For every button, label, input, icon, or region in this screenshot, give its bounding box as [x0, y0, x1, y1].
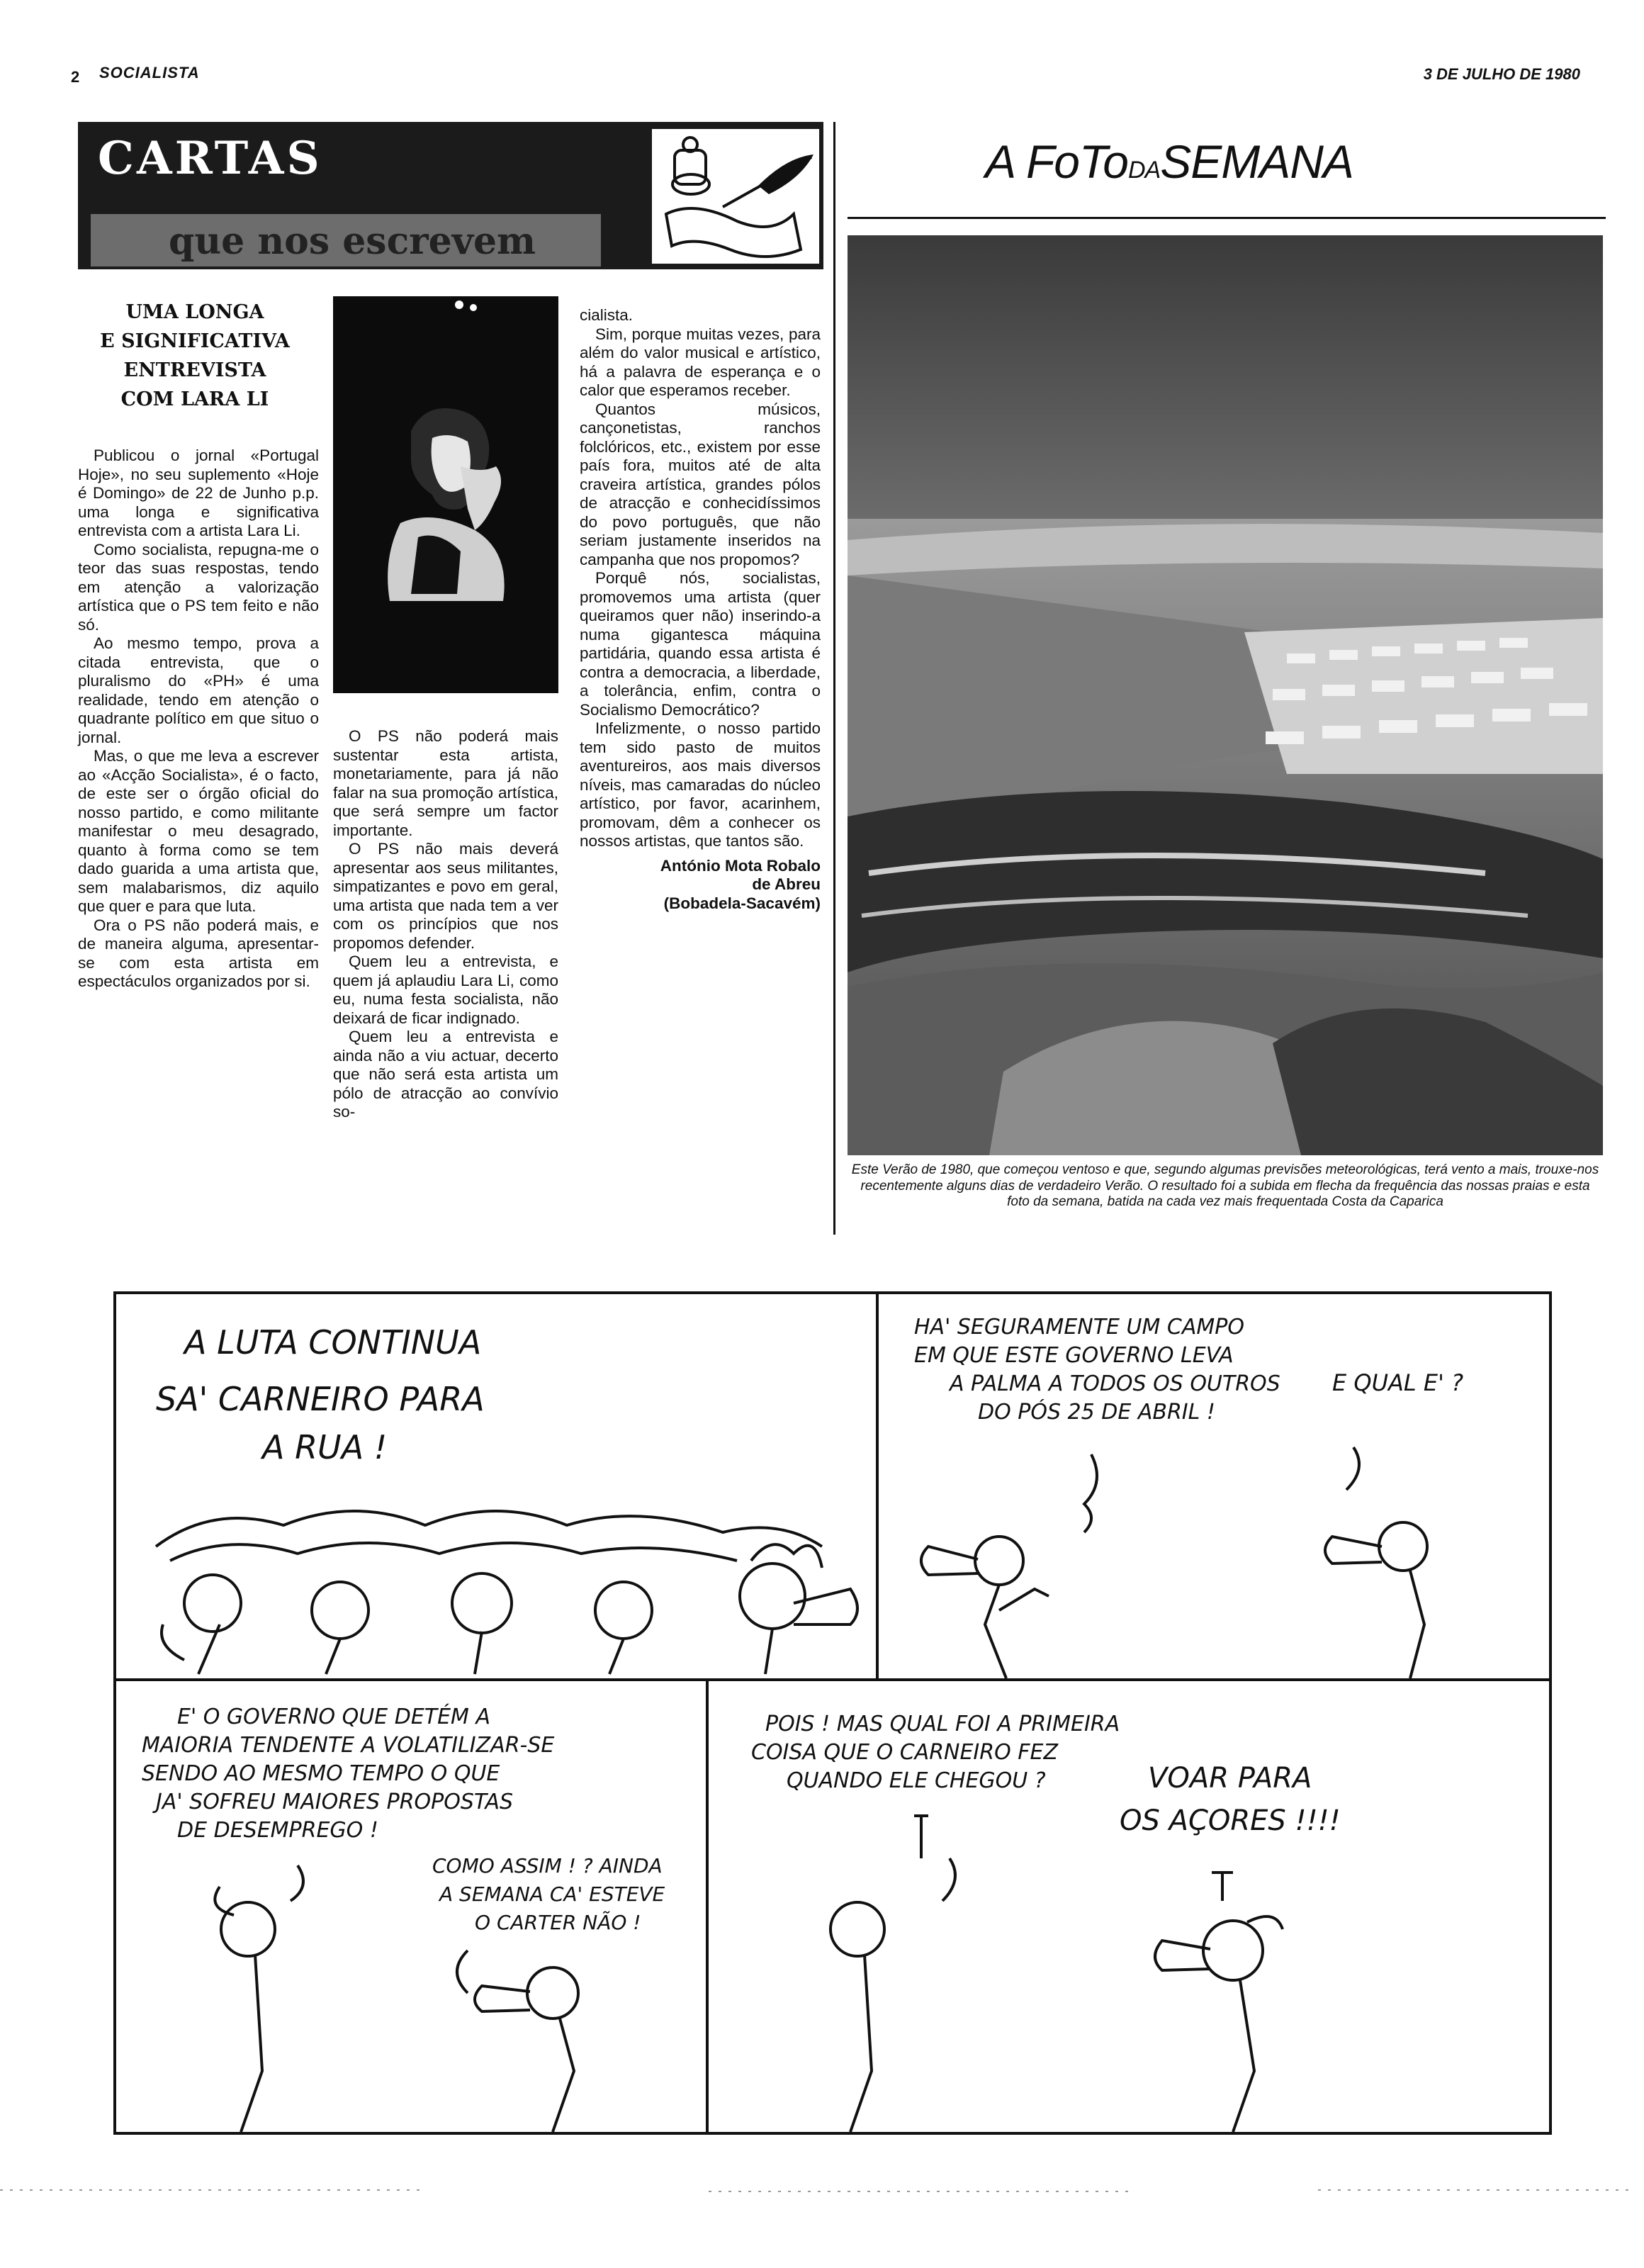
comic-panel-3-reply: O CARTER NÃO ! — [475, 1911, 641, 1934]
comic-panel-4-reply: VOAR PARA — [1148, 1762, 1312, 1795]
paragraph: Ora o PS não poderá mais, e de maneira alguma, apresentar-se com esta artista em espectáculos organizados por si. — [78, 916, 319, 990]
foto-semana-title: A FoToDASEMANA — [985, 135, 1353, 188]
comic-panel-2-line: EM QUE ESTE GOVERNO LEVA — [914, 1343, 1234, 1368]
paragraph: Publicou o jornal «Portugal Hoje», no seu suplemento «Hoje é Domingo» de 22 de Junho p.p. uma longa e significativa entrevista com a artista Lara Li. — [78, 447, 319, 539]
singer-photo — [333, 296, 558, 693]
comic-panel-4-line: QUANDO ELE CHEGOU ? — [787, 1768, 1046, 1793]
beach-photo — [848, 235, 1603, 1155]
paragraph: Infelizmente, o nosso partido tem sido pasto de muitos aventureiros, aos mais diversos níveis, mas camaradas do núcleo artístico, por favor, acarinhem, promovam, dêm a conhecer os nossos artistas, que tantos são. — [580, 719, 821, 850]
column-divider — [833, 122, 835, 1235]
foto-title-rule — [848, 217, 1606, 219]
comic-strip — [113, 1291, 1552, 2135]
paragraph: Porquê nós, socialistas, promovemos uma artista (quer queiramos quer não) inserindo-a numa gigantesca máquina partidária, quando essa artista é contra a democracia, a liberdade, a tolerância, enfim, contra o Socialismo Democrático? — [580, 569, 821, 719]
newspaper-logo: SOCIALISTA — [99, 64, 200, 82]
paragraph: Quem leu a entrevista, e quem já aplaudiu Lara Li, como eu, numa festa socialista, não deixará de ficar indignado. — [333, 953, 558, 1027]
comic-panel-2-line: HA' SEGURAMENTE UM CAMPO — [914, 1315, 1244, 1340]
page-number: 2 — [71, 68, 80, 86]
issue-date: 3 DE JULHO DE 1980 — [1423, 65, 1580, 83]
article-column-2 — [333, 727, 558, 1122]
cartas-subtitle-band — [91, 214, 601, 266]
paragraph: O PS não poderá mais sustentar esta artista, monetariamente, para já não falar na sua promoção artística, que será sempre um factor importante. — [333, 727, 558, 839]
cartas-banner — [78, 122, 823, 269]
comic-panel-1-line: A LUTA CONTINUA — [184, 1323, 482, 1362]
comic-panel-3-line: MAIORIA TENDENTE A VOLATILIZAR-SE — [142, 1733, 555, 1758]
paragraph: Como socialista, repugna-me o teor das suas respostas, tendo em atenção a valorização artística que o PS tem feito e não só. — [78, 540, 319, 634]
cartas-subtitle: que nos escrevem — [169, 220, 536, 263]
comic-panel-3-line: E' O GOVERNO QUE DETÉM A — [177, 1705, 491, 1729]
comic-panel-3-reply: A SEMANA CA' ESTEVE — [439, 1882, 665, 1906]
comic-panel-4-line: POIS ! MAS QUAL FOI A PRIMEIRA — [765, 1712, 1120, 1736]
comic-panel-3-line: DE DESEMPREGO ! — [177, 1818, 378, 1843]
scan-noise — [0, 2184, 1644, 2199]
article-column-3 — [580, 306, 821, 913]
paragraph: Ao mesmo tempo, prova a citada entrevista, que o pluralismo do «PH» é uma realidade, tendo em atenção o quadrante político em que situo o jornal. — [78, 634, 319, 746]
comic-panel-2-line: DO PÓS 25 DE ABRIL ! — [978, 1400, 1215, 1425]
paragraph: Quem leu a entrevista e ainda não a viu actuar, decerto que não será esta artista um pólo de atracção ao convívio so- — [333, 1028, 558, 1121]
paragraph: Sim, porque muitas vezes, para além do valor musical e artístico, há a palavra de esperança e o calor que esperamos receber. — [580, 325, 821, 399]
comic-panel-2-reply: E QUAL E' ? — [1332, 1369, 1464, 1396]
article-headline: UMA LONGA E SIGNIFICATIVA ENTREVISTA COM LARA LI — [100, 301, 290, 410]
comic-panel-3-line: JA' SOFREU MAIORES PROPOSTAS — [156, 1790, 514, 1814]
comic-panel-2-figures — [921, 1447, 1427, 1678]
article-column-1 — [78, 447, 319, 992]
paragraph: Quantos músicos, cançonetistas, ranchos folclóricos, etc., existem por esse país fora, muitos até de alta craveira artística, grandes pólos de atracção e conhecidíssimos do povo português, que não seriam justamente inseridos na campanha que nos propomos? — [580, 400, 821, 568]
paragraph: O PS não mais deverá apresentar aos seus militantes, simpatizantes e povo em geral, uma artista que nada tem a ver com os princípios que nos propomos defender. — [333, 840, 558, 952]
comic-panel-4-line: COISA QUE O CARNEIRO FEZ — [751, 1740, 1059, 1765]
comic-panel-2-line: A PALMA A TODOS OS OUTROS — [950, 1371, 1280, 1396]
cartas-title: CARTAS — [98, 132, 322, 185]
article-signature: António Mota Robalo de Abreu (Bobadela-Sacavém) — [660, 856, 821, 912]
inkwell-quill-icon — [652, 129, 819, 264]
photo-caption: Este Verão de 1980, que começou ventoso e que, segundo algumas previsões meteorológicas, terá vento a mais, trouxe-nos recentemente alguns dias de verdadeiro Verão. O resultado foi a subida em flecha da frequência das nossas praias e esta foto da semana, batida na cada vez mais frequentada Costa da Caparica — [851, 1162, 1599, 1209]
comic-panel-1-line: A RUA ! — [262, 1428, 388, 1466]
comic-panel-3-line: SENDO AO MESMO TEMPO O QUE — [142, 1761, 500, 1786]
comic-panel-4-figures — [831, 1816, 1283, 2132]
comic-panel-1-line: SA' CARNEIRO PARA — [156, 1380, 485, 1418]
comic-panel-3-reply: COMO ASSIM ! ? AINDA — [432, 1854, 663, 1877]
paragraph: Mas, o que me leva a escrever ao «Acção Socialista», é o facto, de este ser o órgão oficial do nosso partido, e como militante manifestar o meu desagrado, quanto à forma como se tem dado guarida a uma artista que, sem malabarismos, diz aquilo que quer e para que luta. — [78, 747, 319, 915]
comic-panel-4-reply: OS AÇORES !!!! — [1120, 1804, 1341, 1837]
paragraph: cialista. — [580, 306, 634, 324]
crowd-drawing — [156, 1511, 857, 1674]
